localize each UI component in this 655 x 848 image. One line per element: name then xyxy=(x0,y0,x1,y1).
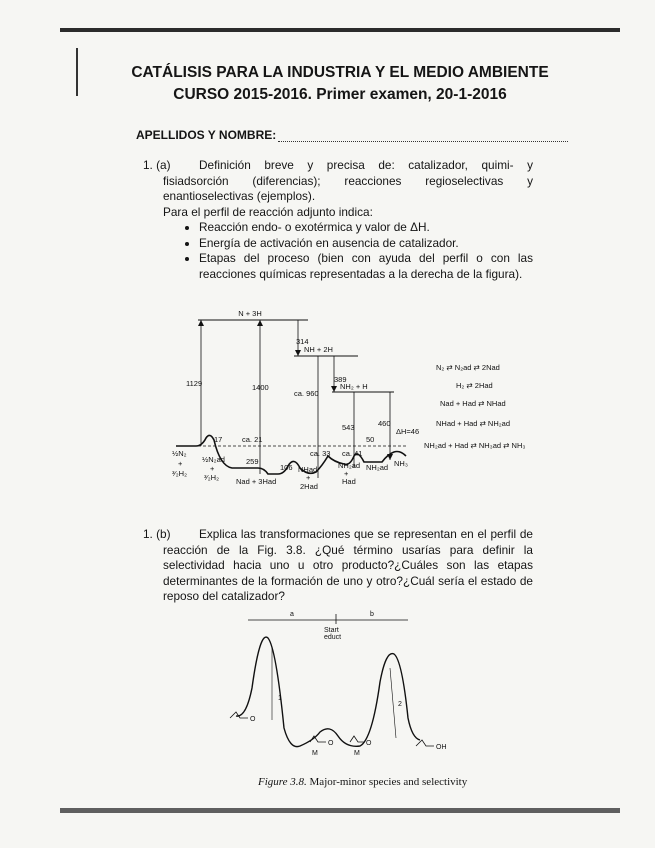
start-educt-label: educt xyxy=(324,634,342,641)
title-line-2: CURSO 2015-2016. Primer examen, 20-1-2016 xyxy=(173,86,507,103)
species-label: NH₂ad xyxy=(366,463,389,472)
value-label: 50 xyxy=(366,435,375,444)
reaction-equation: NHad + Had ⇄ NH₂ad xyxy=(436,419,511,428)
species-label: NH + 2H xyxy=(304,345,333,354)
selectivity-profile-figure xyxy=(200,608,500,768)
value-label: 389 xyxy=(334,375,347,384)
q1b-text: Explica las transformaciones que se representan en el perfil de reacción de la Fig. 3.8. ¿Qué término usarías para definir la selectividad hacia uno u otro producto?¿Cuáles son las etapas determinantes de la formación de uno y otro?¿Cuál sería el estado de reposo del catalizador? xyxy=(163,527,533,603)
value-label: 543 xyxy=(342,423,355,432)
energy-profile-figure xyxy=(168,306,548,496)
reaction-equation: H₂ ⇄ 2Had xyxy=(456,381,493,390)
caption-text: Major-minor species and selectivity xyxy=(309,776,468,788)
value-label: ca. 960 xyxy=(294,389,319,398)
name-label: APELLIDOS Y NOMBRE: xyxy=(136,128,277,142)
value-label: ΔH=46 xyxy=(396,427,420,436)
value-label: 259 xyxy=(246,457,259,466)
species-label: 2Had xyxy=(300,482,318,491)
value-label: 1129 xyxy=(186,379,203,388)
start-educt-label: Start xyxy=(324,627,339,634)
value-label: 106 xyxy=(280,463,293,472)
figure-caption xyxy=(258,776,467,788)
bullet-item: • Energía de activación en ausencia de catalizador. xyxy=(199,236,533,252)
metal-label: M xyxy=(354,750,360,757)
species-label: + xyxy=(306,473,311,482)
species-label: Had xyxy=(342,477,356,486)
title-line-1: CATÁLISIS PARA LA INDUSTRIA Y EL MEDIO AMBIENTE xyxy=(131,64,549,81)
reaction-equation: Nad + Had ⇄ NHad xyxy=(440,399,506,408)
question-number: 1. (a) xyxy=(143,158,171,172)
q1a-line-1: Definición breve y precisa de: catalizador, quimi- y xyxy=(199,158,533,172)
species-label: NH₂ + H xyxy=(340,382,368,391)
value-label: 17 xyxy=(214,435,223,444)
species-label: NH₃ xyxy=(394,459,408,468)
metal-label: M xyxy=(312,750,318,757)
bullet-item: • Reacción endo- o exotérmica y valor de ΔH. xyxy=(199,220,533,236)
species-label: NHad xyxy=(298,465,318,474)
segment-b-label: b xyxy=(370,611,374,618)
product-label: OH xyxy=(436,744,447,751)
value-label: 460 xyxy=(378,419,391,428)
name-field[interactable] xyxy=(136,128,568,142)
bullet-item: • Etapas del proceso (bien con ayuda del perfil o con las reacciones químicas representadas a la derecha de la figura). xyxy=(199,251,533,282)
product-label: O xyxy=(328,740,334,747)
scan-edge-top xyxy=(60,28,620,32)
question-number: 1. (b) xyxy=(143,527,171,541)
question-1a xyxy=(143,158,533,282)
reaction-equation: N₂ ⇄ N₂ad ⇄ 2Nad xyxy=(436,363,500,372)
margin-rule xyxy=(76,48,78,96)
reaction-equation: NH₂ad + Had ⇄ NH₃ad ⇄ NH₃ xyxy=(424,441,526,450)
species-label: + xyxy=(178,459,183,468)
species-label: ³⁄₂H₂ xyxy=(172,469,187,478)
product-label: O xyxy=(366,740,372,747)
top-level-label: N + 3H xyxy=(238,309,262,318)
value-label: ca. 33 xyxy=(310,449,331,458)
question-1b xyxy=(143,527,533,605)
caption-figure-number: Figure 3.8. xyxy=(258,776,307,788)
species-label: Nad + 3Had xyxy=(236,477,277,486)
species-label: ½N₂ad xyxy=(202,455,225,464)
species-label: + xyxy=(210,464,215,473)
q1a-bullets xyxy=(163,220,533,282)
species-label: ½N₂ xyxy=(172,449,187,458)
species-label: ³⁄₂H₂ xyxy=(204,473,219,482)
value-label: 314 xyxy=(296,337,309,346)
value-label: ca. 41 xyxy=(342,449,363,458)
species-label: + xyxy=(344,469,349,478)
value-label: ca. 21 xyxy=(242,435,263,444)
scan-edge-bottom xyxy=(60,808,620,813)
arrow-2-label: 2 xyxy=(398,701,402,708)
species-label: NH₂ad xyxy=(338,461,361,470)
q1a-line-2: fisiadsorción (diferencias); reacciones regioselectivas y xyxy=(163,173,533,188)
arrow-1-label: 1 xyxy=(278,695,282,702)
q1a-line-3: enantioselectivas (ejemplos). xyxy=(163,189,316,203)
value-label: 1400 xyxy=(252,383,269,392)
product-label: O xyxy=(250,716,256,723)
segment-a-label: a xyxy=(290,611,294,618)
q1a-line-4: Para el perfil de reacción adjunto indica: xyxy=(163,204,373,219)
exam-title xyxy=(90,62,590,106)
name-dotted-line xyxy=(278,131,568,142)
